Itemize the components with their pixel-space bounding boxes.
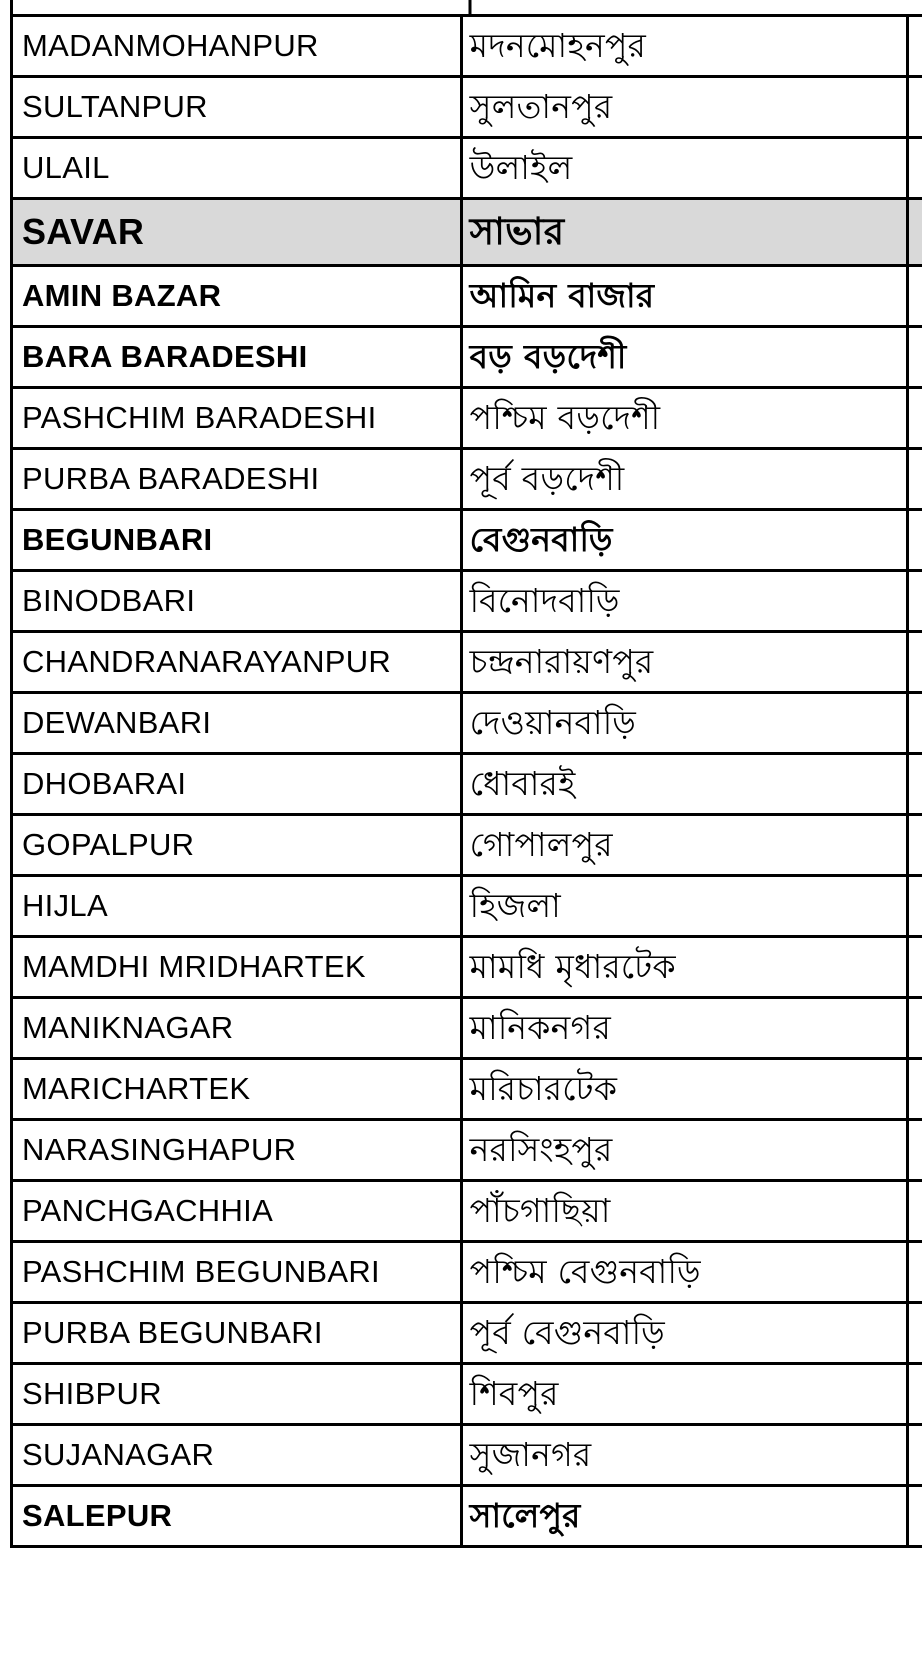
- bangla-name-cell[interactable]: মানিকনগর: [461, 998, 907, 1059]
- english-name-cell[interactable]: PURBA BEGUNBARI: [12, 1303, 462, 1364]
- place-name-table: [10, 14, 922, 1548]
- adjacent-column-cell[interactable]: [907, 1242, 922, 1303]
- table-row: [12, 77, 922, 138]
- english-name-cell[interactable]: PASHCHIM BARADESHI: [12, 388, 462, 449]
- adjacent-column-cell[interactable]: [907, 876, 922, 937]
- previous-row-edge: [10, 0, 915, 14]
- table-row: [12, 266, 922, 327]
- adjacent-column-cell[interactable]: [907, 327, 922, 388]
- adjacent-column-cell[interactable]: [907, 266, 922, 327]
- adjacent-column-cell[interactable]: [907, 77, 922, 138]
- adjacent-column-cell[interactable]: [907, 1303, 922, 1364]
- table-row: [12, 1364, 922, 1425]
- english-name-cell[interactable]: NARASINGHAPUR: [12, 1120, 462, 1181]
- table-row: [12, 327, 922, 388]
- english-name-cell[interactable]: BEGUNBARI: [12, 510, 462, 571]
- place-name-table-body: [12, 16, 922, 1547]
- adjacent-column-cell[interactable]: [907, 1059, 922, 1120]
- bangla-name-cell[interactable]: সুজানগর: [461, 1425, 907, 1486]
- bangla-name-cell[interactable]: সাভার: [461, 199, 907, 266]
- adjacent-column-cell[interactable]: [907, 693, 922, 754]
- bangla-name-cell[interactable]: সুলতানপুর: [461, 77, 907, 138]
- table-row: [12, 876, 922, 937]
- table-row: [12, 138, 922, 199]
- bangla-name-cell[interactable]: পূর্ব বেগুনবাড়ি: [461, 1303, 907, 1364]
- bangla-name-cell[interactable]: হিজলা: [461, 876, 907, 937]
- english-name-cell[interactable]: SULTANPUR: [12, 77, 462, 138]
- english-name-cell[interactable]: ULAIL: [12, 138, 462, 199]
- english-name-cell[interactable]: SHIBPUR: [12, 1364, 462, 1425]
- bangla-name-cell[interactable]: বড় বড়দেশী: [461, 327, 907, 388]
- table-row: [12, 998, 922, 1059]
- adjacent-column-cell[interactable]: [907, 1120, 922, 1181]
- bangla-name-cell[interactable]: মদনমোহনপুর: [461, 16, 907, 77]
- adjacent-column-cell[interactable]: [907, 1486, 922, 1547]
- adjacent-column-cell[interactable]: [907, 937, 922, 998]
- english-name-cell[interactable]: DEWANBARI: [12, 693, 462, 754]
- english-name-cell[interactable]: BARA BARADESHI: [12, 327, 462, 388]
- bangla-name-cell[interactable]: পশ্চিম বেগুনবাড়ি: [461, 1242, 907, 1303]
- english-name-cell[interactable]: SALEPUR: [12, 1486, 462, 1547]
- english-name-cell[interactable]: GOPALPUR: [12, 815, 462, 876]
- english-name-cell[interactable]: PASHCHIM BEGUNBARI: [12, 1242, 462, 1303]
- bangla-name-cell[interactable]: মরিচারটেক: [461, 1059, 907, 1120]
- english-name-cell[interactable]: CHANDRANARAYANPUR: [12, 632, 462, 693]
- bangla-name-cell[interactable]: গোপালপুর: [461, 815, 907, 876]
- bangla-name-cell[interactable]: ধোবারই: [461, 754, 907, 815]
- english-name-cell[interactable]: SAVAR: [12, 199, 462, 266]
- english-name-cell[interactable]: PANCHGACHHIA: [12, 1181, 462, 1242]
- table-row: [12, 1425, 922, 1486]
- english-name-cell[interactable]: PURBA BARADESHI: [12, 449, 462, 510]
- table-row: [12, 388, 922, 449]
- adjacent-column-cell[interactable]: [907, 1181, 922, 1242]
- table-row: [12, 937, 922, 998]
- english-name-cell[interactable]: AMIN BAZAR: [12, 266, 462, 327]
- adjacent-column-cell[interactable]: [907, 815, 922, 876]
- adjacent-column-cell[interactable]: [907, 998, 922, 1059]
- bangla-name-cell[interactable]: পশ্চিম বড়দেশী: [461, 388, 907, 449]
- table-row: [12, 632, 922, 693]
- table-row: [12, 754, 922, 815]
- bangla-name-cell[interactable]: আমিন বাজার: [461, 266, 907, 327]
- table-row: [12, 1303, 922, 1364]
- table-section-heading-row: [12, 199, 922, 266]
- bangla-name-cell[interactable]: পূর্ব বড়দেশী: [461, 449, 907, 510]
- english-name-cell[interactable]: HIJLA: [12, 876, 462, 937]
- adjacent-column-cell[interactable]: [907, 16, 922, 77]
- adjacent-column-cell[interactable]: [907, 199, 922, 266]
- english-name-cell[interactable]: DHOBARAI: [12, 754, 462, 815]
- table-row: [12, 815, 922, 876]
- english-name-cell[interactable]: BINODBARI: [12, 571, 462, 632]
- bangla-name-cell[interactable]: বিনোদবাড়ি: [461, 571, 907, 632]
- english-name-cell[interactable]: MAMDHI MRIDHARTEK: [12, 937, 462, 998]
- table-row: [12, 1181, 922, 1242]
- adjacent-column-cell[interactable]: [907, 449, 922, 510]
- adjacent-column-cell[interactable]: [907, 571, 922, 632]
- bangla-name-cell[interactable]: চন্দ্রনারায়ণপুর: [461, 632, 907, 693]
- bangla-name-cell[interactable]: সালেপুর: [461, 1486, 907, 1547]
- adjacent-column-cell[interactable]: [907, 510, 922, 571]
- bangla-name-cell[interactable]: মামধি মৃধারটেক: [461, 937, 907, 998]
- adjacent-column-cell[interactable]: [907, 138, 922, 199]
- adjacent-column-cell[interactable]: [907, 1364, 922, 1425]
- adjacent-column-cell[interactable]: [907, 754, 922, 815]
- english-name-cell[interactable]: MADANMOHANPUR: [12, 16, 462, 77]
- table-row: [12, 1242, 922, 1303]
- table-row: [12, 449, 922, 510]
- table-row: [12, 1486, 922, 1547]
- table-row: [12, 1120, 922, 1181]
- adjacent-column-cell[interactable]: [907, 1425, 922, 1486]
- table-row: [12, 16, 922, 77]
- table-row: [12, 693, 922, 754]
- table-row: [12, 571, 922, 632]
- table-row: [12, 1059, 922, 1120]
- bangla-name-cell[interactable]: উলাইল: [461, 138, 907, 199]
- table-row: [12, 510, 922, 571]
- bangla-name-cell[interactable]: বেগুনবাড়ি: [461, 510, 907, 571]
- english-name-cell[interactable]: MANIKNAGAR: [12, 998, 462, 1059]
- english-name-cell[interactable]: MARICHARTEK: [12, 1059, 462, 1120]
- english-name-cell[interactable]: SUJANAGAR: [12, 1425, 462, 1486]
- bangla-name-cell[interactable]: শিবপুর: [461, 1364, 907, 1425]
- bangla-name-cell[interactable]: নরসিংহপুর: [461, 1120, 907, 1181]
- adjacent-column-cell[interactable]: [907, 632, 922, 693]
- adjacent-column-cell[interactable]: [907, 388, 922, 449]
- bangla-name-cell[interactable]: পাঁচগাছিয়া: [461, 1181, 907, 1242]
- bangla-name-cell[interactable]: দেওয়ানবাড়ি: [461, 693, 907, 754]
